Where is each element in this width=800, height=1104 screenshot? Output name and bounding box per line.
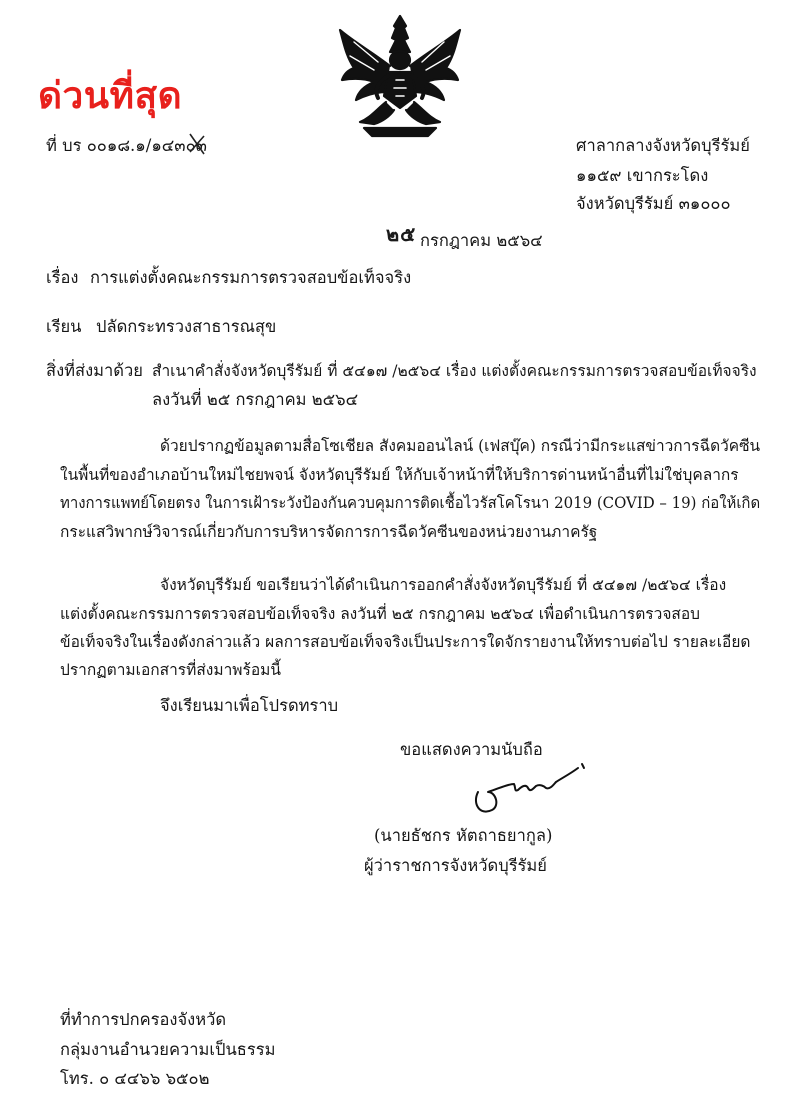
enclosure-line-1: สำเนาคำสั่งจังหวัดบุรีรัมย์ ที่ ๕๔๑๗ /๒๕๖๔ เรื่อง แต่งตั้งคณะกรรมการตรวจสอบข้อเท็จจริง — [152, 362, 757, 380]
sender-address-line-2: ๑๑๕๙ เขากระโดง — [576, 166, 709, 185]
enclosure-label: สิ่งที่ส่งมาด้วย — [46, 361, 143, 380]
signature-image — [470, 762, 590, 820]
footer-office: ที่ทำการปกครองจังหวัด — [60, 1010, 227, 1029]
reference-number: ที่ บร ๐๐๑๘.๑/๑๔๓๐๓ — [46, 136, 207, 155]
date-day-handwritten: ๒๕ — [386, 222, 417, 246]
to-label: เรียน — [46, 317, 82, 336]
subject-label: เรื่อง — [46, 268, 79, 287]
signer-title: ผู้ว่าราชการจังหวัดบุรีรัมย์ — [364, 856, 547, 875]
closing-request: จึงเรียนมาเพื่อโปรดทราบ — [160, 696, 339, 715]
sender-address-line-1: ศาลากลางจังหวัดบุรีรัมย์ — [576, 136, 750, 155]
enclosure-line-2: ลงวันที่ ๒๕ กรกฎาคม ๒๕๖๔ — [152, 390, 359, 409]
salutation: ขอแสดงความนับถือ — [400, 740, 543, 759]
garuda-emblem-icon — [334, 12, 466, 140]
paragraph-2-line-2: แต่งตั้งคณะกรรมการตรวจสอบข้อเท็จจริง ลงวันที่ ๒๕ กรกฎาคม ๒๕๖๔ เพื่อดำเนินการตรวจสอบ — [60, 605, 701, 623]
signer-name: (นายธัชกร หัตถาธยากูล) — [374, 826, 553, 845]
footer-phone: โทร. ๐ ๔๔๖๖ ๖๕๐๒ — [60, 1069, 210, 1088]
subject-text: การแต่งตั้งคณะกรรมการตรวจสอบข้อเท็จจริง — [90, 268, 412, 287]
footer-division: กลุ่มงานอำนวยความเป็นธรรม — [60, 1040, 276, 1059]
paragraph-1-line-3: ทางการแพทย์โดยตรง ในการเฝ้าระวังป้องกันควบคุมการติดเชื้อไวรัสโคโรนา 2019 (COVID – 19) ก่อให้เกิด — [60, 494, 761, 512]
to-text: ปลัดกระทรวงสาธารณสุข — [96, 317, 277, 336]
handwritten-correction-mark — [160, 132, 230, 158]
paragraph-1-line-1: ด้วยปรากฏข้อมูลตามสื่อโซเชียล สังคมออนไลน์ (เฟสบุ๊ค) กรณีว่ามีกระแสข่าวการฉีดวัคซีน — [160, 437, 761, 455]
paragraph-2-line-4: ปรากฏตามเอกสารที่ส่งมาพร้อมนี้ — [60, 661, 281, 679]
paragraph-1-line-2: ในพื้นที่ของอำเภอบ้านใหม่ไชยพจน์ จังหวัดบุรีรัมย์ ให้กับเจ้าหน้าที่ให้บริการด่านหน้าอื่นที่ไม่ใช่บุคลากร — [60, 466, 739, 484]
paragraph-2-line-3: ข้อเท็จจริงในเรื่องดังกล่าวแล้ว ผลการสอบข้อเท็จจริงเป็นประการใดจักรายงานให้ทราบต่อไป รายละเอียด — [60, 633, 751, 651]
date-month-year: กรกฎาคม ๒๕๖๔ — [420, 231, 543, 250]
urgency-stamp: ด่วนที่สุด — [38, 74, 183, 117]
paragraph-1-line-4: กระแสวิพากษ์วิจารณ์เกี่ยวกับการบริหารจัดการการฉีดวัคซีนของหน่วยงานภาครัฐ — [60, 523, 598, 541]
sender-address-line-3: จังหวัดบุรีรัมย์ ๓๑๐๐๐ — [576, 194, 731, 213]
paragraph-2-line-1: จังหวัดบุรีรัมย์ ขอเรียนว่าได้ดำเนินการออกคำสั่งจังหวัดบุรีรัมย์ ที่ ๕๔๑๗ /๒๕๖๔ เรื่อง — [160, 576, 727, 594]
